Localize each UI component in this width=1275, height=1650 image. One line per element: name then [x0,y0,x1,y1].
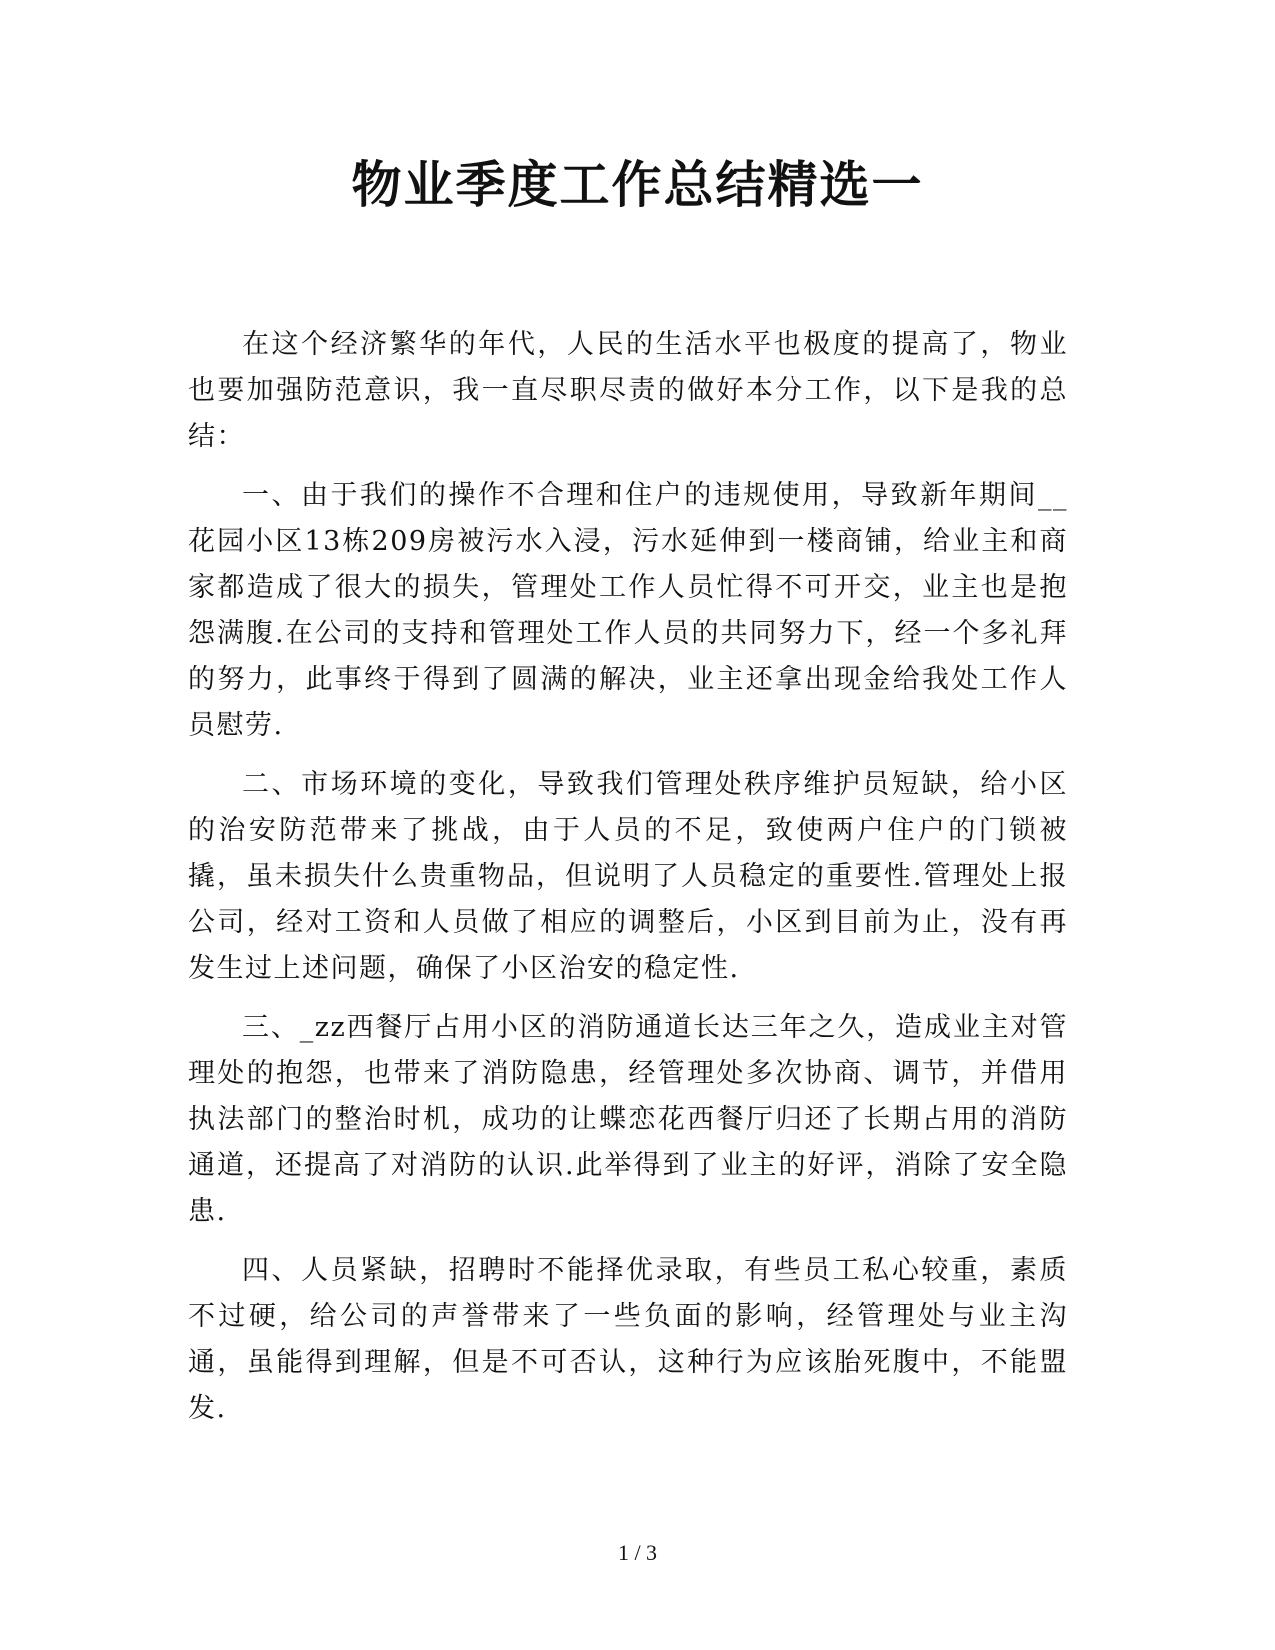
document-title: 物业季度工作总结精选一 [351,155,924,214]
page-number: 1 / 3 [617,1540,658,1565]
paragraph-section-1: 一、由于我们的操作不合理和住户的违规使用，导致新年期间__花园小区13栋209房被污水入浸，污水延伸到一楼商铺，给业主和商家都造成了很大的损失，管理处工作人员忙得不可开交，业主也是抱怨满腹.在公司的支持和管理处工作人员的共同努力下，经一个多礼拜的努力，此事终于得到了圆满的解决，业主还拿出现金给我处工作人员慰劳. [188,480,1068,741]
paragraph-section-2: 二、市场环境的变化，导致我们管理处秩序维护员短缺，给小区的治安防范带来了挑战，由于人员的不足，致使两户住户的门锁被撬，虽未损失什么贵重物品，但说明了人员稳定的重要性.管理处上报公司，经对工资和人员做了相应的调整后，小区到目前为止，没有再发生过上述问题，确保了小区治安的稳定性. [188,769,1068,984]
document-body [188,322,1068,1445]
paragraph-intro: 在这个经济繁华的年代，人民的生活水平也极度的提高了，物业也要加强防范意识，我一直尽职尽责的做好本分工作，以下是我的总结： [188,329,1068,452]
paragraph-section-3: 三、_zz西餐厅占用小区的消防通道长达三年之久，造成业主对管理处的抱怨，也带来了消防隐患，经管理处多次协商、调节，并借用执法部门的整治时机，成功的让蝶恋花西餐厅归还了长期占用的消防通道，还提高了对消防的认识.此举得到了业主的好评，消除了安全隐患. [188,1012,1068,1227]
paragraph-section-4: 四、人员紧缺，招聘时不能择优录取，有些员工私心较重，素质不过硬，给公司的声誉带来了一些负面的影响，经管理处与业主沟通，虽能得到理解，但是不可否认，这种行为应该胎死腹中，不能盟发. [188,1255,1068,1424]
